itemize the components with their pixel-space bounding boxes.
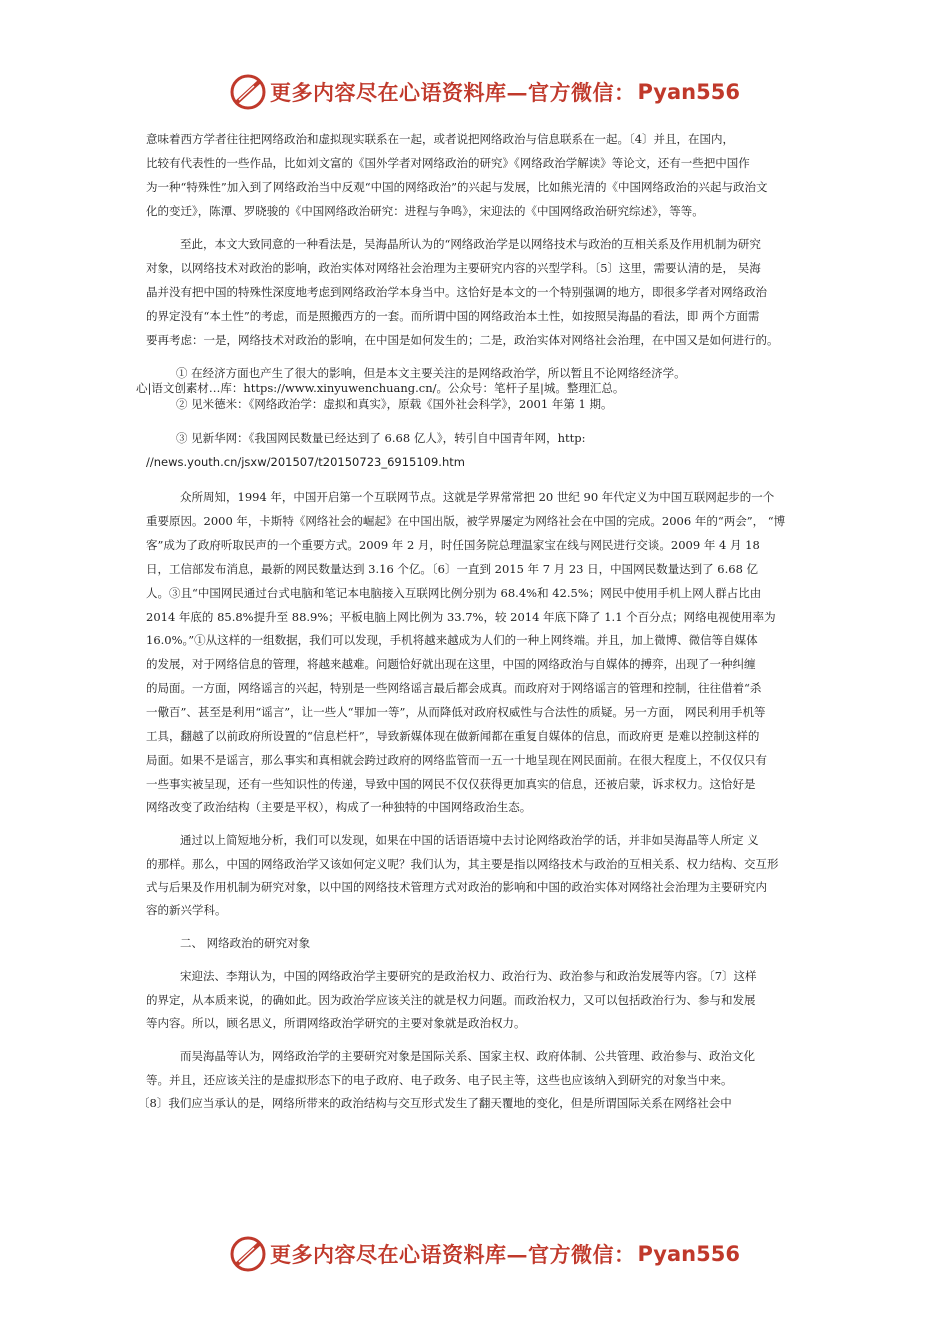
text-line: 等内容。所以，顾名思义，所谓网络政治学研究的主要对象就是政治权力。 — [146, 1016, 526, 1030]
text-line: 众所周知，1994 年，中国开启第一个互联网节点。这就是学界常常把 20 世纪 90 年代定义为中国互联网起步的一个 — [180, 490, 775, 504]
footnote-2: ② 见米德米：《网络政治学：虚拟和真实》，原载《国外社会科学》，2001 年第 1 期。 — [176, 397, 613, 411]
text-line: 的界定没有“本土性”的考虑，而是照搬西方的一套。而所谓中国的网络政治本土性，如按照吴海晶的看法，即 两个方面需 — [146, 309, 760, 323]
text-line: 对象，以网络技术对政治的影响，政治实体对网络社会治理为主要研究内容的兴型学科。〔5〕这里，需要认清的是， 吴海 — [146, 261, 761, 275]
text-line: 的局面。一方面，网络谣言的兴起，特别是一些网络谣言最后都会成真。而政府对于网络谣言的管理和控制，往往借着“杀 — [146, 681, 762, 695]
footer-banner — [0, 1232, 950, 1276]
text-line: 比较有代表性的一些作品，比如刘文富的《国外学者对网络政治的研究》《网络政治学解读》等论文，还有一些把中国作 — [146, 156, 750, 170]
text-line: 晶并没有把中国的特殊性深度地考虑到网络政治学本身当中。这恰好是本文的一个特别强调的地方，即很多学者对网络政治 — [146, 285, 767, 299]
text-line: 重要原因。2000 年，卡斯特《网络社会的崛起》在中国出版，被学界屡定为网络社会在中国的完成。2006 年的“两会”， “博 — [146, 514, 786, 528]
text-line: 容的新兴学科。 — [146, 903, 227, 917]
text-line: 一儆百”、甚至是利用“谣言”，让一些人“罪加一等”，从而降低对政府权威性与合法性的质疑。另一方面， 网民利用手机等 — [146, 705, 766, 719]
text-line: 等。并且，还应该关注的是虚拟形态下的电子政府、电子政务、电子民主等，这些也应该纳入到研究的对象当中来。 — [146, 1073, 733, 1087]
text-line: 一些事实被呈现，还有一些知识性的传递，导致中国的网民不仅仅获得更加真实的信息，还被启蒙，诉求权力。这恰好是 — [146, 777, 756, 791]
text-line: 而吴海晶等认为，网络政治学的主要研究对象是国际关系、国家主权、政府体制、公共管理、政治参与、政治文化 — [180, 1049, 755, 1063]
text-line: 化的变迁》，陈潭、罗晓骏的《中国网络政治研究：进程与争鸣》，宋迎法的《中国网络政治研究综述》，等等。 — [146, 204, 704, 218]
section-heading: 二、 网络政治的研究对象 — [180, 936, 311, 950]
footnote-1: ① 在经济方面也产生了很大的影响，但是本文主要关注的是网络政治学，所以暂且不论网络经济学。 — [176, 366, 686, 380]
text-line: 人。③且“中国网民通过台式电脑和笔记本电脑接入互联网比例分别为 68.4%和 42.5%；网民中使用手机上网人群占比由 — [146, 586, 762, 600]
banner-account: Pyan556 — [637, 80, 740, 104]
footnote-3-url: //news.youth.cn/jsxw/201507/t20150723_6915109.htm — [146, 455, 465, 469]
text-line: 式与后果及作用机制为研究对象，以中国的网络技术管理方式对政治的影响和中国的政治实体对网络社会治理为主要研究内 — [146, 880, 767, 894]
header-banner — [0, 70, 950, 114]
banner-account: Pyan556 — [637, 1242, 740, 1266]
pen-logo-icon — [228, 72, 268, 112]
text-line: 的发展，对于网络信息的管理，将越来越难。问题恰好就出现在这里，中国的网络政治与自媒体的搏弈，出现了一种纠缠 — [146, 657, 756, 671]
source-note: 心|语文创素材…库：https://www.xinyuwenchuang.cn/。公众号：笔杆子星|城。整理汇总。 — [136, 381, 625, 395]
text-line: 〔8〕我们应当承认的是，网络所带来的政治结构与交互形式发生了翻天覆地的变化，但是所谓国际关系在网络社会中 — [138, 1096, 732, 1110]
text-line: 的那样。那么，中国的网络政治学又该如何定义呢？我们认为，其主要是指以网络技术与政治的互相关系、权力结构、交互形 — [146, 857, 779, 871]
text-line: 为一种“特殊性”加入到了网络政治当中反观“中国的网络政治”的兴起与发展，比如熊光清的《中国网络政治的兴起与政治文 — [146, 180, 768, 194]
text-line: 网络改变了政治结构（主要是平权），构成了一种独特的中国网络政治生态。 — [146, 800, 532, 814]
text-line: 局面。如果不是谣言，那么事实和真相就会跨过政府的网络监管而一五一十地呈现在网民面前。在很大程度上，不仅仅只有 — [146, 753, 767, 767]
text-line: 客”成为了政府听取民声的一个重要方式。2009 年 2 月，时任国务院总理温家宝在线与网民进行交谈。2009 年 4 月 18 — [146, 538, 760, 552]
text-line: 日，工信部发布消息，最新的网民数量达到 3.16 个亿。〔6〕一直到 2015 年 7 月 23 日，中国网民数量达到了 6.68 亿 — [146, 562, 759, 576]
text-line: 通过以上简短地分析，我们可以发现，如果在中国的话语语境中去讨论网络政治学的话，并非如吴海晶等人所定 义 — [180, 833, 759, 847]
text-line: 宋迎法、李翔认为，中国的网络政治学主要研究的是政治权力、政治行为、政治参与和政治发展等内容。〔7〕这样 — [180, 969, 757, 983]
banner-text: 更多内容尽在心语资料库—官方微信： — [270, 1242, 636, 1267]
pen-logo-icon — [228, 1234, 268, 1274]
text-line: 意味着西方学者往往把网络政治和虚拟现实联系在一起，或者说把网络政治与信息联系在一起。〔4〕并且，在国内， — [146, 132, 735, 146]
banner-text: 更多内容尽在心语资料库—官方微信： — [270, 80, 636, 105]
text-line: 要再考虑：一是，网络技术对政治的影响，在中国是如何发生的；二是，政治实体对网络社会治理，在中国又是如何进行的。 — [146, 333, 779, 347]
footnote-3: ③ 见新华网：《我国网民数量已经达到了 6.68 亿人》，转引自中国青年网，http: — [176, 431, 586, 445]
text-line: 至此，本文大致同意的一种看法是，吴海晶所认为的“网络政治学是以网络技术与政治的互相关系及作用机制为研究 — [180, 237, 761, 251]
text-line: 2014 年底的 85.8%提升至 88.9%；平板电脑上网比例为 33.7%，较 2014 年底下降了 1.1 个百分点；网络电视使用率为 — [146, 610, 776, 624]
text-line: 16.0%。”①从这样的一组数据，我们可以发现，手机将越来越成为人们的一种上网终端。并且，加上微博、微信等自媒体 — [146, 633, 758, 647]
text-line: 工具，翻越了以前政府所设置的“信息栏杆”，导致新媒体现在做新闻都在重复自媒体的信息，而政府更 是难以控制这样的 — [146, 729, 760, 743]
text-line: 的界定，从本质来说，的确如此。因为政治学应该关注的就是权力问题。而政治权力，又可以包括政治行为、参与和发展 — [146, 993, 756, 1007]
